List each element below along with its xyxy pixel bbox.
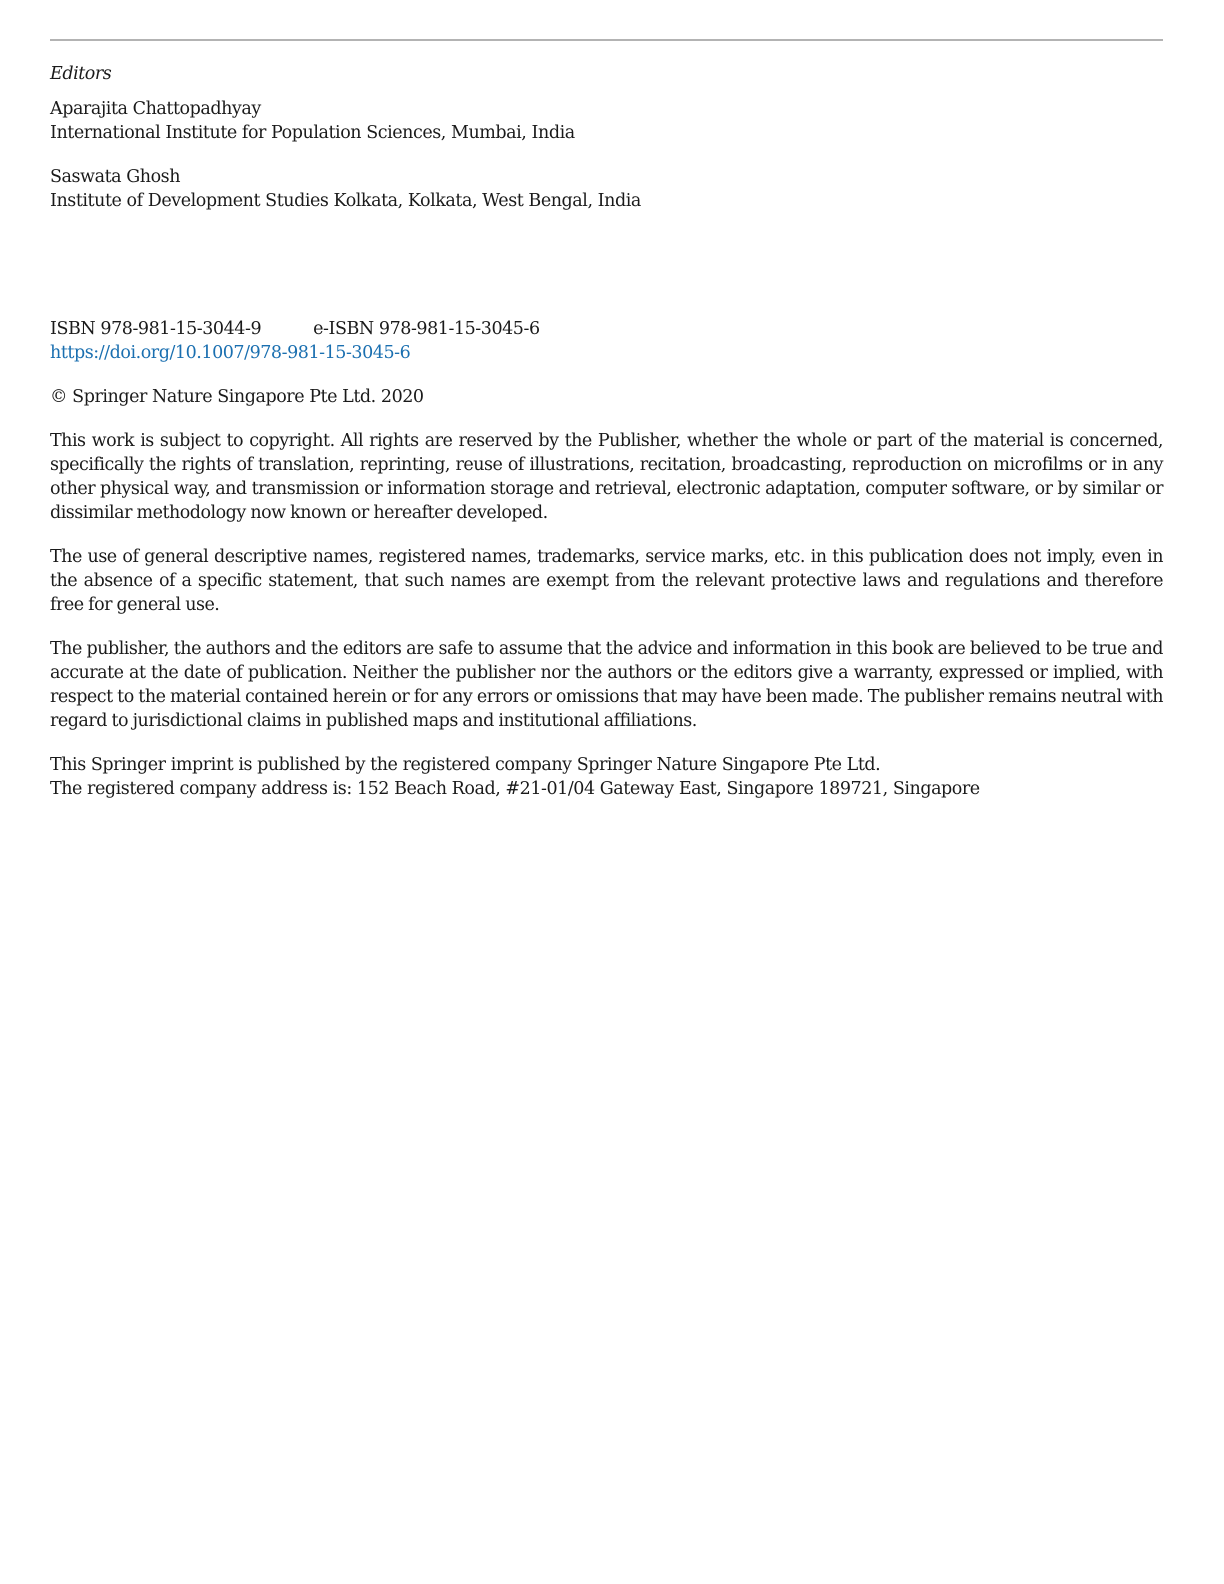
disclaimer-paragraph: The publisher, the authors and the editors are safe to assume that the advice and information in this book are believed to be true and accurate at the date of publication. Neither the publisher nor the authors or the editors give a warranty, expressed or implied, with respect to the material contained herein or for any errors or omissions that may have been made. The publisher remains neutral with regard to jurisdictional claims in published maps and institutional affiliations.	[50, 639, 1163, 731]
editor-affiliation: International Institute for Population Sciences, Mumbai, India	[50, 123, 575, 143]
copyright-notice: © Springer Nature Singapore Pte Ltd. 2020	[50, 387, 424, 407]
isbn: ISBN 978-981-15-3044-9	[50, 319, 262, 339]
eisbn: e-ISBN 978-981-15-3045-6	[313, 319, 540, 339]
rights-paragraph: This work is subject to copyright. All rights are reserved by the Publisher, whether the whole or part of the material is concerned, specifically the rights of translation, reprinting, reuse of illustrations, recitation, broadcasting, reproduction on microfilms or in any other physical way, and transmission or information storage and retrieval, electronic adaptation, computer software, or by similar or dissimilar methodology now known or hereafter developed.	[50, 431, 1163, 523]
doi-line	[50, 341, 410, 365]
editor-name: Aparajita Chattopadhyay	[50, 99, 261, 119]
doi-link[interactable]: https://doi.org/10.1007/978-981-15-3045-6	[50, 343, 411, 363]
imprint-line: This Springer imprint is published by the registered company Springer Nature Singapore Pte Ltd.	[50, 755, 881, 775]
editor-affiliation: Institute of Development Studies Kolkata, Kolkata, West Bengal, India	[50, 191, 641, 211]
editor-name: Saswata Ghosh	[50, 167, 181, 187]
editors-heading: Editors	[50, 64, 112, 84]
top-rule	[50, 39, 1163, 41]
isbn-line	[50, 317, 540, 341]
address-line: The registered company address is: 152 Beach Road, #21-01/04 Gateway East, Singapore 189721, Singapore	[50, 779, 980, 799]
trademark-paragraph: The use of general descriptive names, registered names, trademarks, service marks, etc. in this publication does not imply, even in the absence of a specific statement, that such names are exempt from the relevant protective laws and regulations and therefore free for general use.	[50, 547, 1163, 615]
